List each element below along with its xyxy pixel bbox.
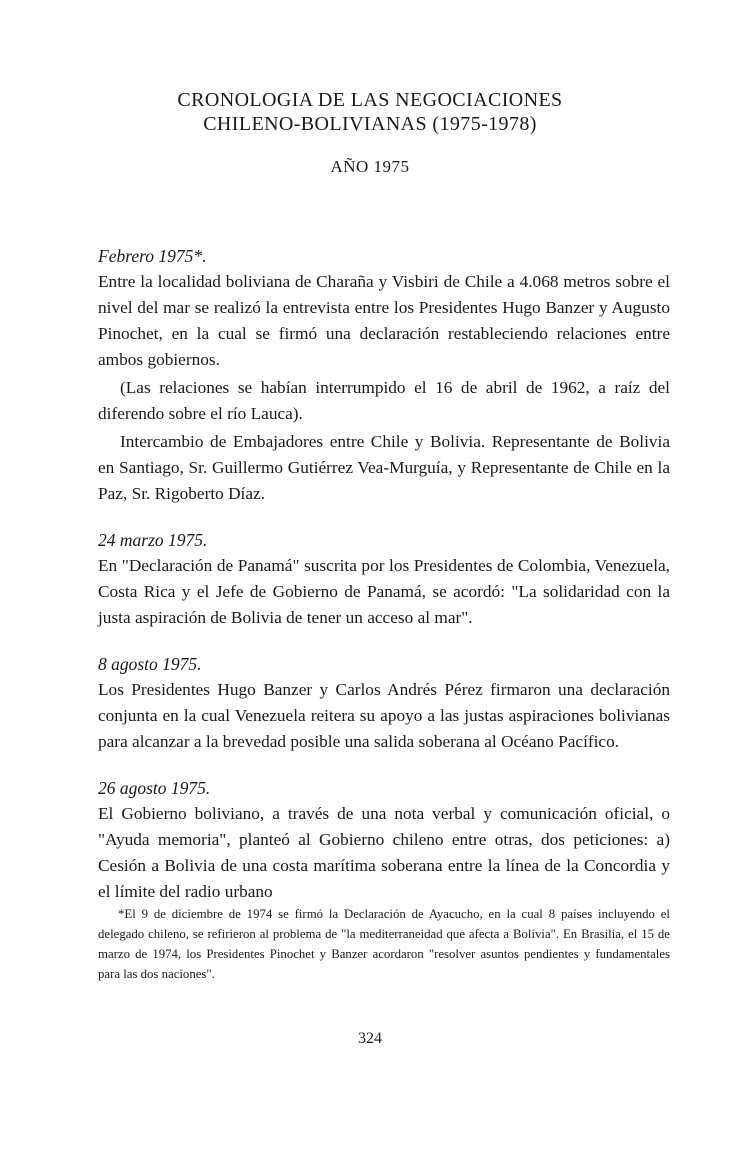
entry-24-marzo-1975 <box>98 527 670 631</box>
entry-paragraph: Intercambio de Embajadores entre Chile y Bolivia. Representante de Bolivia en Santiago, Sr. Guillermo Gutiérrez Vea-Murguía, y Representante de Chile en la Paz, Sr. Rigoberto Díaz. <box>98 432 670 503</box>
entry-paragraph: (Las relaciones se habían interrumpido el 16 de abril de 1962, a raíz del diferendo sobre el río Lauca). <box>98 378 670 423</box>
entry-26-agosto-1975 <box>98 775 670 905</box>
chronology-entries <box>98 243 670 925</box>
entry-date: 26 agosto 1975. <box>98 778 211 798</box>
entry-date: Febrero 1975*. <box>98 246 207 266</box>
entry-8-agosto-1975 <box>98 651 670 755</box>
title-line-1: CRONOLOGIA DE LAS NEGOCIACIONES <box>177 89 563 111</box>
entry-paragraph: El Gobierno boliviano, a través de una nota verbal y comunicación oficial, o "Ayuda memoria", planteó al Gobierno chileno entre otras, dos peticiones: a) Cesión a Bolivia de una costa marítima soberana entre la línea de la Concordia y el límite del radio urbano <box>98 804 670 901</box>
footnote: *El 9 de diciembre de 1974 se firmó la Declaración de Ayacucho, en la cual 8 países incluyendo el delegado chileno, se refirieron al problema de "la mediterraneidad que afecta a Bolivia". En Brasilia, el 15 de marzo de 1974, los Presidentes Pinochet y Banzer acordaron "resolver asuntos pendientes y fundamentales para las dos naciones". <box>98 907 670 981</box>
year-heading: AÑO 1975 <box>330 157 410 176</box>
entry-paragraph: Entre la localidad boliviana de Charaña y Visbiri de Chile a 4.068 metros sobre el nivel del mar se realizó la entrevista entre los Presidentes Hugo Banzer y Augusto Pinochet, en la cual se firmó una declaración restableciendo relaciones entre ambos gobiernos. <box>98 272 670 369</box>
entry-date: 8 agosto 1975. <box>98 654 202 674</box>
entry-febrero-1975 <box>98 243 670 507</box>
entry-date: 24 marzo 1975. <box>98 530 208 550</box>
page-title <box>100 88 640 136</box>
entry-paragraph: En "Declaración de Panamá" suscrita por los Presidentes de Colombia, Venezuela, Costa Rica y el Jefe de Gobierno de Panamá, se acordó: "La solidaridad con la justa aspiración de Bolivia de tener un acceso al mar". <box>98 556 670 627</box>
page-number: 324 <box>358 1030 382 1047</box>
title-line-2: CHILENO-BOLIVIANAS (1975-1978) <box>203 113 537 135</box>
entry-paragraph: Los Presidentes Hugo Banzer y Carlos Andrés Pérez firmaron una declaración conjunta en la cual Venezuela reitera su apoyo a las justas aspiraciones bolivianas para alcanzar a la brevedad posible una salida soberana al Océano Pacífico. <box>98 680 670 751</box>
